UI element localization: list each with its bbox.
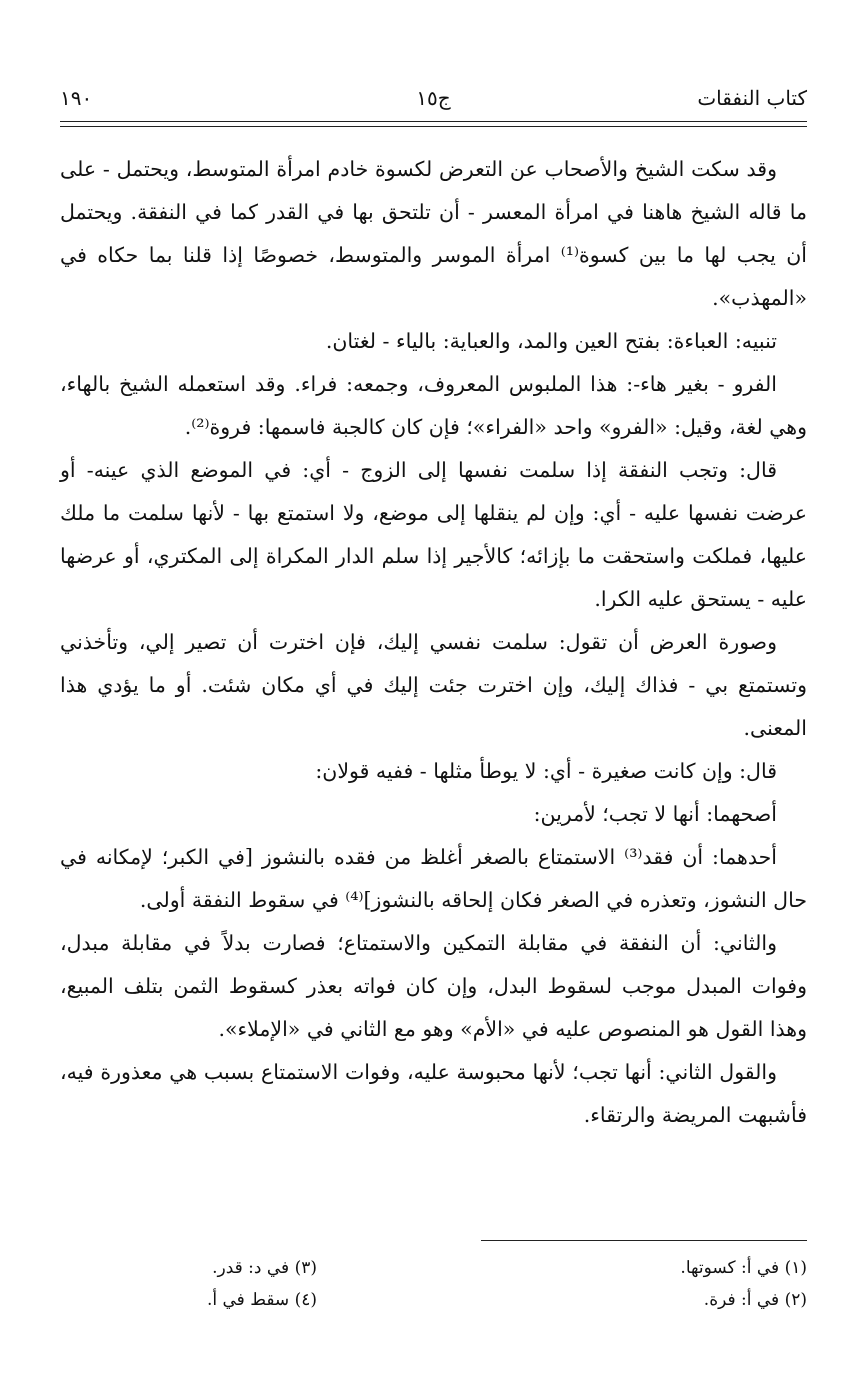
footnotes: [60, 1252, 807, 1316]
footnote-4: (٤) سقط في أ.: [206, 1290, 317, 1310]
paragraph: قال: وإن كانت صغيرة - أي: لا يوطأ مثلها - ففيه قولان:: [315, 759, 777, 783]
main-text: [60, 148, 807, 1137]
footnote-3: (٣) في د: قدر.: [212, 1258, 317, 1278]
paragraph: أحدهما: أن فقد⁽³⁾ الاستمتاع بالصغر أغلظ من فقده بالنشوز [في الكبر؛ لإمكانه في حال النشوز، وتعذره في الصغر فكان إلحاقه بالنشوز]⁽⁴⁾ في سقوط النفقة أولى.: [60, 845, 807, 912]
paragraph: والثاني: أن النفقة في مقابلة التمكين والاستمتاع؛ فصارت بدلاً في مقابلة مبدل، وفوات المبدل موجب لسقوط البدل، وإن كان فواته بعذر كسقوط الثمن بتلف المبيع، وهذا القول هو المنصوص عليه في «الأم» وهو مع الثاني في «الإملاء».: [60, 931, 807, 1041]
paragraph: أصحهما: أنها لا تجب؛ لأمرين:: [533, 802, 777, 826]
book-title: كتاب النفقات: [697, 86, 807, 110]
paragraph: تنبيه: العباءة: بفتح العين والمد، والعباية: بالياء - لغتان.: [325, 329, 777, 353]
footnote-column-left: [97, 1252, 317, 1316]
paragraph: وقد سكت الشيخ والأصحاب عن التعرض لكسوة خادم امرأة المتوسط، ويحتمل - على ما قاله الشيخ هاهنا في امرأة المعسر - أن تلتحق بها في القدر كما في النفقة. ويحتمل أن يجب لها ما بين كسوة⁽¹⁾ امرأة الموسر والمتوسط، خصوصًا إذا قلنا بما حكاه في «المهذب».: [60, 157, 807, 310]
paragraph: الفرو - بغير هاء-: هذا الملبوس المعروف، وجمعه: فراء. وقد استعمله الشيخ بالهاء، وهي لغة، وقيل: «الفرو» واحد «الفراء»؛ فإن كان كالجبة فاسمها: فروة⁽²⁾.: [60, 372, 807, 439]
footnote-1: (١) في أ: كسوتها.: [680, 1258, 807, 1278]
paragraph: وصورة العرض أن تقول: سلمت نفسي إليك، فإن اخترت أن تصير إلي، وتأخذني وتستمتع بي - فذاك إليك، وإن اخترت جئت إليك في أي مكان شئت. أو ما يؤدي هذا المعنى.: [60, 630, 807, 740]
paragraph: والقول الثاني: أنها تجب؛ لأنها محبوسة عليه، وفوات الاستمتاع بسبب هي معذورة فيه، فأشبهت المريضة والرتقاء.: [60, 1060, 807, 1127]
footnote-separator: [481, 1240, 807, 1241]
paragraph: قال: وتجب النفقة إذا سلمت نفسها إلى الزوج - أي: في الموضع الذي عينه- أو عرضت نفسها عليه - أي: وإن لم ينقلها إلى موضع، ولا استمتع بها - لأنها سلمت ما ملك عليها، فملكت واستحقت ما بإزائه؛ كالأجير إذا سلم الدار المكراة إلى المكتري، أو عرضها عليه - يستحق عليه الكرا.: [60, 458, 807, 611]
footnote-column-right: [437, 1252, 807, 1316]
page-number: ١٩٠: [60, 86, 93, 110]
footnote-2: (٢) في أ: فرة.: [703, 1290, 807, 1310]
header-rule-thin: [60, 126, 807, 127]
header-rule-thick: [60, 121, 807, 122]
page-header: [60, 86, 807, 122]
volume-number: ج١٥: [416, 86, 451, 110]
